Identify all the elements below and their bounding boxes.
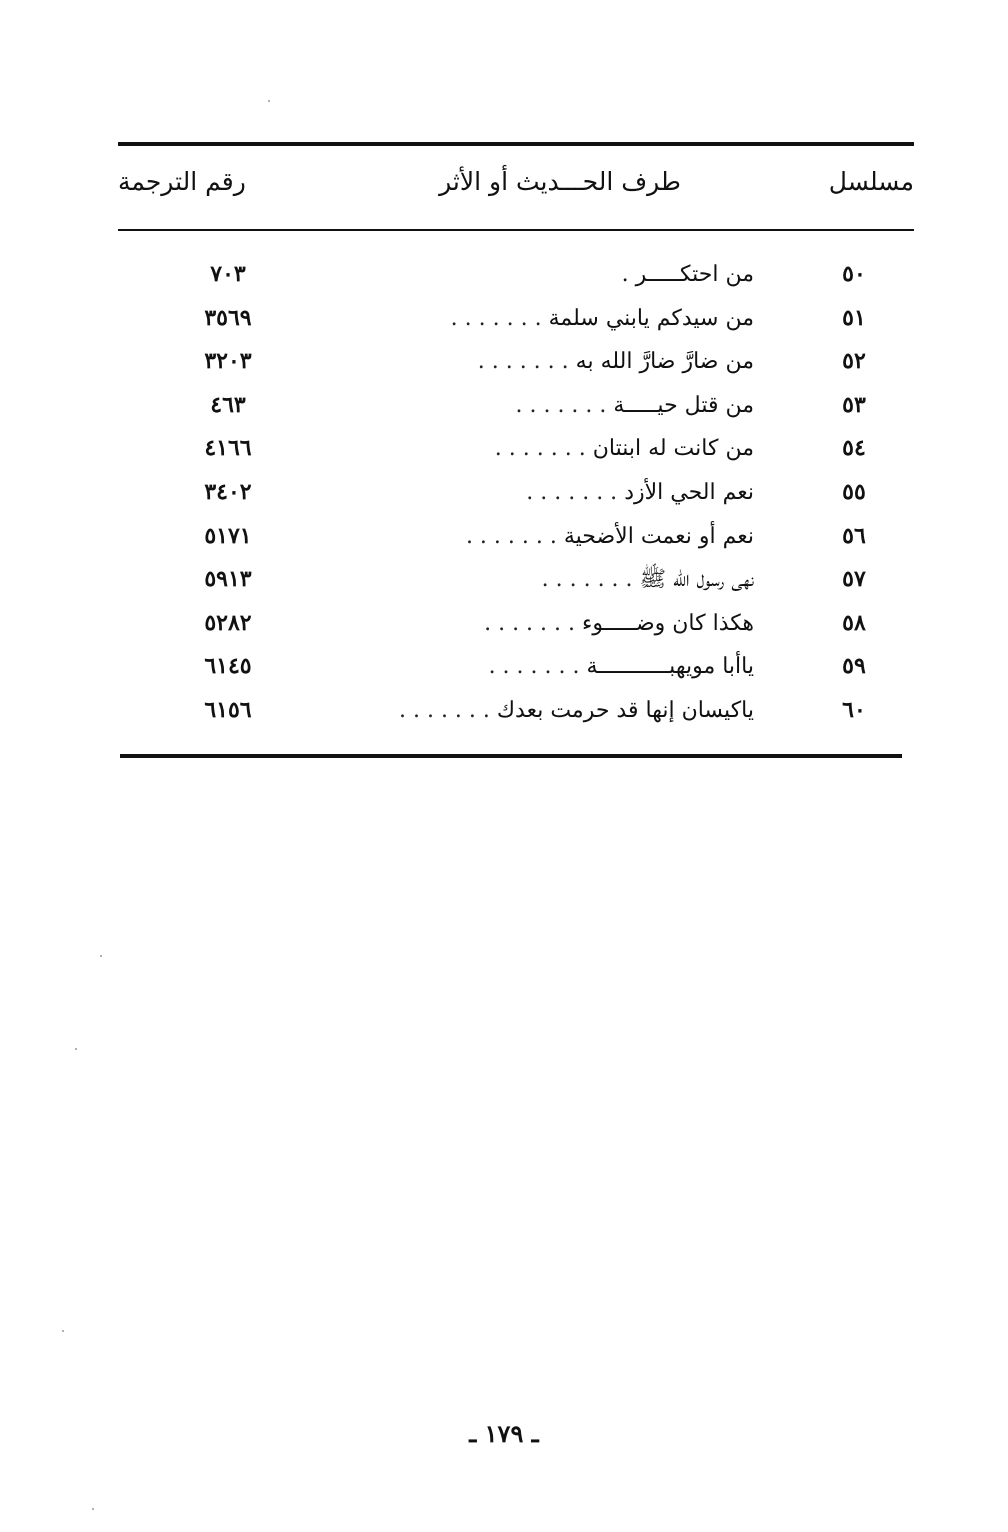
hadith-text-cell	[334, 297, 754, 341]
scan-speck	[100, 955, 102, 957]
leader-dots: . . . . . . .	[477, 349, 569, 375]
serial-cell: ٥٨	[842, 609, 866, 636]
hadith-text: من سيدكم يابني سلمة	[548, 305, 754, 331]
translation-number-cell: ٦١٤٥	[204, 653, 252, 680]
translation-number-cell: ٧٠٣	[210, 261, 246, 287]
leader-dots: . . . . . . .	[494, 436, 586, 462]
serial-cell: ٥٧	[842, 566, 866, 593]
leader-dots: . . . . . . .	[465, 523, 557, 549]
serial-cell: ٥٢	[842, 348, 866, 375]
translation-number-column-header: رقم الترجمة	[118, 167, 246, 196]
scan-speck	[268, 100, 270, 102]
hadith-text-cell	[334, 340, 754, 384]
table-row	[118, 689, 914, 733]
table-row	[118, 515, 914, 559]
serial-cell: ٦٠	[842, 696, 866, 723]
leader-dots: . . . . . . .	[515, 392, 607, 418]
translation-number-cell: ٦١٥٦	[204, 696, 252, 723]
hadith-text: نهى رسول الله ﷺ	[639, 567, 754, 593]
translation-number-cell: ٤٦٣	[210, 391, 246, 418]
table-row	[118, 384, 914, 428]
bottom-rule	[120, 754, 902, 758]
table-row	[118, 558, 914, 602]
hadith-text: من قتل حيـــــة	[613, 392, 754, 418]
serial-cell: ٥٥	[842, 478, 866, 505]
table-row	[118, 253, 914, 297]
serial-cell: ٥٣	[842, 391, 866, 418]
translation-number-cell: ٣٥٦٩	[204, 304, 252, 331]
table-row	[118, 297, 914, 341]
hadith-column-header: طرف الحـــديث أو الأثر	[439, 167, 681, 196]
page-number: ـ ١٧٩ ـ	[469, 1419, 539, 1448]
leader-dots: . . . . . . .	[488, 654, 580, 680]
hadith-text-cell	[334, 602, 754, 646]
hadith-text: من كانت له ابنتان	[592, 436, 754, 462]
translation-number-cell: ٣٤٠٢	[204, 478, 252, 505]
table-row	[118, 427, 914, 471]
scan-speck	[62, 1330, 64, 1332]
serial-cell: ٥١	[842, 304, 866, 331]
translation-number-cell: ٥٢٨٢	[204, 609, 252, 636]
table-row	[118, 645, 914, 689]
translation-number-cell: ٥٩١٣	[204, 566, 252, 593]
hadith-text-cell	[334, 558, 754, 602]
table-row	[118, 471, 914, 515]
translation-number-cell: ٣٢٠٣	[204, 348, 252, 375]
header-rule	[118, 229, 914, 231]
scan-speck	[92, 1508, 94, 1510]
hadith-text: نعم أو نعمت الأضحية	[563, 523, 754, 549]
serial-cell: ٥٩	[842, 653, 866, 680]
serial-column-header: مسلسل	[828, 167, 914, 196]
hadith-text: ياكيسان إنها قد حرمت بعدك	[496, 697, 754, 723]
index-table-body	[118, 253, 914, 733]
serial-cell: ٥٠	[842, 261, 866, 287]
table-row	[118, 602, 914, 646]
leader-dots: . . . . . . .	[450, 305, 542, 331]
hadith-text: من احتكـــــر .	[621, 262, 754, 287]
scan-speck	[75, 1048, 77, 1050]
leader-dots: . . . . . . .	[398, 697, 490, 723]
hadith-text-cell	[334, 471, 754, 515]
translation-number-cell: ٥١٧١	[204, 522, 252, 549]
hadith-text: ياأبا مويهبـــــــــــة	[586, 654, 754, 680]
hadith-text-cell	[334, 427, 754, 471]
hadith-text-cell	[334, 253, 754, 297]
hadith-text-cell	[334, 645, 754, 689]
leader-dots: . . . . . . .	[484, 610, 576, 636]
hadith-text-cell	[334, 384, 754, 428]
serial-cell: ٥٤	[842, 435, 866, 462]
hadith-text: من ضارَّ ضارَّ الله به	[575, 349, 754, 375]
hadith-text: نعم الحي الأزد	[624, 479, 754, 505]
table-row	[118, 340, 914, 384]
top-rule	[118, 142, 914, 146]
translation-number-cell: ٤١٦٦	[204, 435, 252, 462]
hadith-text: هكذا كان وضـــــوء	[582, 610, 754, 636]
leader-dots: . . . . . . .	[541, 567, 633, 593]
serial-cell: ٥٦	[842, 522, 866, 549]
hadith-text-cell	[334, 689, 754, 733]
hadith-text-cell	[334, 515, 754, 559]
leader-dots: . . . . . . .	[526, 479, 618, 505]
